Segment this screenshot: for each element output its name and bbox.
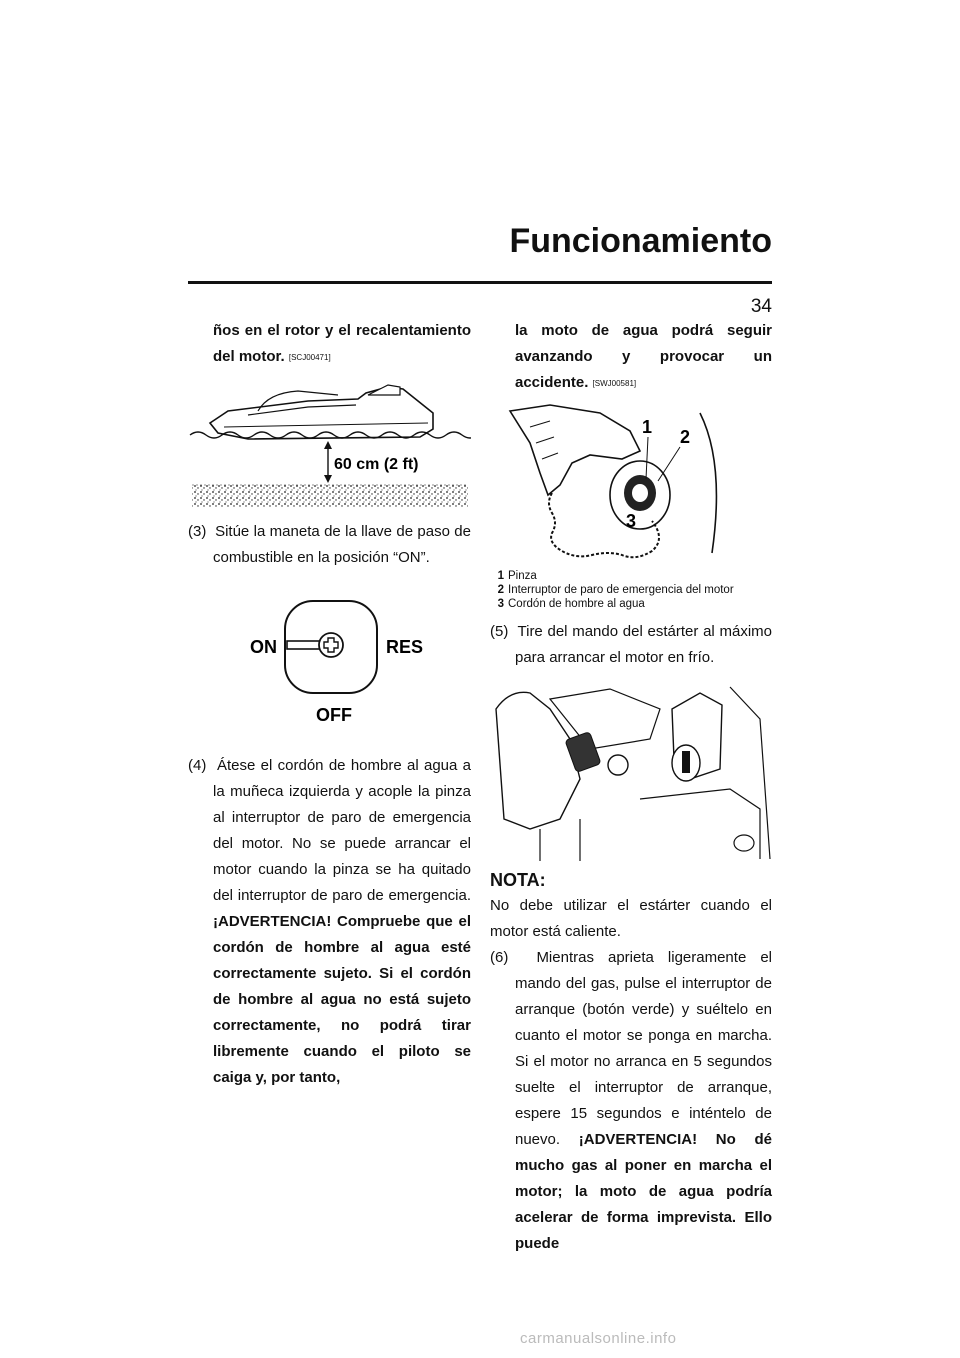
caption-number: 2 <box>497 584 504 596</box>
valve-res-label: RES <box>386 637 424 657</box>
callout-3: 3 <box>626 511 637 531</box>
caption-text: Cordón de hombre al agua <box>508 598 645 610</box>
step-6 <box>490 945 772 1257</box>
warning-cont-text: la moto de agua podrá seguir avanzando y provocar un accidente. <box>515 322 772 391</box>
step-5-text: Tire del mando del estárter al máximo para arrancar el motor en frío. <box>515 623 772 666</box>
step-4-text: Átese el cordón de hombre al agua a la muñeca izquierda y acople la pinza al interruptor de paro de emergencia del motor. No se puede arrancar el motor cuando la pinza se ha quitado del interruptor de paro de emergencia. <box>213 757 472 904</box>
step-6-number: (6) <box>490 949 509 966</box>
step-5-number: (5) <box>490 623 509 640</box>
nota-heading: NOTA: <box>490 870 546 890</box>
page-title: Funcionamiento <box>509 222 772 260</box>
intro-text: ños en el rotor y el recalentamiento del motor. <box>213 322 471 365</box>
caption-item <box>490 597 772 611</box>
figure-captions <box>490 569 772 611</box>
valve-knob-icon <box>319 633 343 657</box>
step-4-warning: ¡ADVERTENCIA! Compruebe que el cordón de hombre al agua esté correctamente sujeto. Si el cordón de hombre al agua no está sujeto correctamente, no podrá tirar libremente cuando el piloto se caiga y, por tanto, <box>213 913 471 1086</box>
nota-text: No debe utilizar el estárter cuando el motor está caliente. <box>490 897 772 940</box>
depth-label: 60 cm (2 ft) <box>334 456 419 473</box>
caption-number: 1 <box>497 570 504 582</box>
right-column <box>490 318 772 1257</box>
step-3-text: Sitúe la maneta de la llave de paso de combustible en la posición “ON”. <box>213 523 471 566</box>
lanyard-figure <box>490 403 772 563</box>
caption-item <box>490 583 772 597</box>
caption-number: 3 <box>497 598 504 610</box>
page-number: 34 <box>750 296 772 317</box>
warning-ref: [SWJ00581] <box>592 379 637 388</box>
callout-1: 1 <box>642 417 653 437</box>
fuel-valve-figure <box>188 593 471 733</box>
caption-text: Pinza <box>508 570 537 582</box>
left-column <box>188 318 471 1091</box>
valve-lever-icon <box>287 641 321 649</box>
step-6-warning: ¡ADVERTENCIA! No dé mucho gas al poner en marcha el motor; la moto de agua podría acelerar de forma imprevista. Ello puede <box>515 1131 773 1252</box>
step-4-number: (4) <box>188 757 207 774</box>
key-icon <box>734 835 754 851</box>
step-5 <box>490 619 772 671</box>
choke-figure <box>490 679 772 861</box>
watermark: carmanualsonline.info <box>520 1330 677 1347</box>
valve-on-label: ON <box>250 637 277 657</box>
step-4 <box>188 753 471 1091</box>
valve-off-label: OFF <box>316 705 352 725</box>
step-6-text: Mientras aprieta ligeramente el mando del gas, pulse el interruptor de arranque (botón verde) y suéltelo en cuanto el motor se ponga en marcha. Si el motor no arranca en 5 segundos suelte el interruptor de arranque, espere 15 segundos e inténtelo de nuevo. <box>515 949 772 1148</box>
callout-2: 2 <box>680 427 691 447</box>
intro-warning <box>188 318 471 371</box>
step-3-number: (3) <box>188 523 207 540</box>
step-3 <box>188 519 471 571</box>
header-rule <box>188 281 772 284</box>
warning-continuation <box>490 318 772 397</box>
caption-item <box>490 569 772 583</box>
intro-ref: [SCJ00471] <box>288 353 331 362</box>
seabed-icon <box>192 485 468 507</box>
caption-text: Interruptor de paro de emergencia del motor <box>508 584 734 596</box>
jetski-depth-figure <box>188 371 471 509</box>
